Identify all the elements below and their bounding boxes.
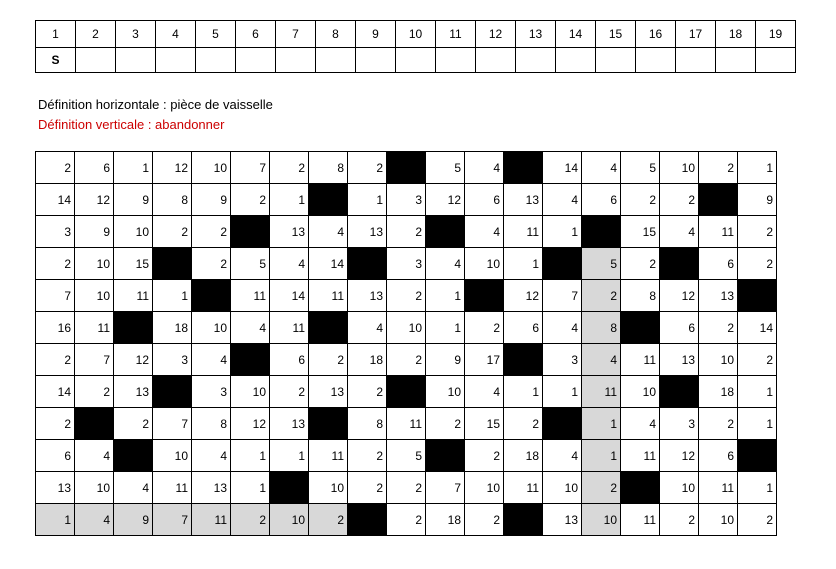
grid-cell[interactable]: 15 bbox=[465, 408, 504, 440]
grid-cell[interactable]: 4 bbox=[543, 312, 582, 344]
grid-cell[interactable]: 4 bbox=[543, 440, 582, 472]
grid-cell[interactable]: 1 bbox=[270, 440, 309, 472]
grid-cell[interactable]: 12 bbox=[114, 344, 153, 376]
grid-row bbox=[36, 408, 777, 440]
grid-cell[interactable]: 10 bbox=[75, 248, 114, 280]
grid-cell[interactable]: 3 bbox=[153, 344, 192, 376]
grid-cell[interactable]: 7 bbox=[75, 344, 114, 376]
grid-cell[interactable]: 10 bbox=[309, 472, 348, 504]
grid-cell[interactable]: 10 bbox=[426, 376, 465, 408]
grid-cell[interactable]: 14 bbox=[36, 376, 75, 408]
grid-cell[interactable]: 2 bbox=[114, 408, 153, 440]
grid-cell[interactable]: 1 bbox=[543, 376, 582, 408]
key-letter-cell[interactable] bbox=[436, 48, 476, 73]
grid-cell[interactable]: 2 bbox=[348, 376, 387, 408]
grid-cell[interactable]: 13 bbox=[504, 184, 543, 216]
black-cell bbox=[270, 472, 309, 504]
key-number-cell: 12 bbox=[476, 21, 516, 48]
grid-cell[interactable]: 13 bbox=[348, 216, 387, 248]
black-cell bbox=[738, 280, 777, 312]
highlighted-grid-cell[interactable]: 5 bbox=[582, 248, 621, 280]
grid-cell[interactable]: 4 bbox=[543, 184, 582, 216]
black-cell bbox=[504, 152, 543, 184]
grid-cell[interactable]: 18 bbox=[426, 504, 465, 536]
definitions bbox=[38, 95, 273, 135]
grid-cell[interactable]: 11 bbox=[309, 440, 348, 472]
black-cell bbox=[75, 408, 114, 440]
key-letter-cell[interactable] bbox=[756, 48, 796, 73]
key-letter-cell[interactable] bbox=[596, 48, 636, 73]
black-cell bbox=[348, 504, 387, 536]
grid-cell[interactable]: 1 bbox=[270, 184, 309, 216]
grid-cell[interactable]: 12 bbox=[153, 152, 192, 184]
key-letters-row bbox=[36, 48, 796, 73]
grid-cell[interactable]: 11 bbox=[504, 216, 543, 248]
grid-cell[interactable]: 11 bbox=[75, 312, 114, 344]
grid-cell[interactable]: 2 bbox=[192, 216, 231, 248]
black-cell bbox=[153, 376, 192, 408]
grid-cell[interactable]: 2 bbox=[738, 248, 777, 280]
grid-cell[interactable]: 13 bbox=[699, 280, 738, 312]
grid-cell[interactable]: 18 bbox=[153, 312, 192, 344]
grid-cell[interactable]: 4 bbox=[309, 216, 348, 248]
grid-cell[interactable]: 4 bbox=[192, 344, 231, 376]
key-letter-cell[interactable] bbox=[716, 48, 756, 73]
grid-row bbox=[36, 440, 777, 472]
grid-cell[interactable]: 4 bbox=[426, 248, 465, 280]
grid-cell[interactable]: 4 bbox=[621, 408, 660, 440]
grid-row bbox=[36, 280, 777, 312]
grid-cell[interactable]: 2 bbox=[387, 472, 426, 504]
grid-cell[interactable]: 11 bbox=[621, 504, 660, 536]
grid-row bbox=[36, 184, 777, 216]
grid-cell[interactable]: 7 bbox=[231, 152, 270, 184]
grid-cell[interactable]: 13 bbox=[270, 408, 309, 440]
highlighted-grid-cell[interactable]: 11 bbox=[582, 376, 621, 408]
grid-cell[interactable]: 11 bbox=[504, 472, 543, 504]
grid-cell[interactable]: 11 bbox=[114, 280, 153, 312]
grid-cell[interactable]: 1 bbox=[543, 216, 582, 248]
grid-cell[interactable]: 8 bbox=[309, 152, 348, 184]
grid-cell[interactable]: 10 bbox=[192, 152, 231, 184]
key-number-cell: 3 bbox=[116, 21, 156, 48]
grid-cell[interactable]: 13 bbox=[309, 376, 348, 408]
grid-cell[interactable]: 4 bbox=[465, 152, 504, 184]
grid-cell[interactable]: 4 bbox=[270, 248, 309, 280]
grid-cell[interactable]: 4 bbox=[231, 312, 270, 344]
grid-cell[interactable]: 9 bbox=[738, 184, 777, 216]
grid-cell[interactable]: 2 bbox=[36, 152, 75, 184]
key-number-cell: 15 bbox=[596, 21, 636, 48]
grid-cell[interactable]: 6 bbox=[582, 184, 621, 216]
grid-cell[interactable]: 14 bbox=[270, 280, 309, 312]
grid-cell[interactable]: 3 bbox=[192, 376, 231, 408]
grid-cell[interactable]: 2 bbox=[738, 504, 777, 536]
black-cell bbox=[660, 376, 699, 408]
grid-cell[interactable]: 2 bbox=[387, 504, 426, 536]
grid-cell[interactable]: 4 bbox=[75, 440, 114, 472]
key-letter-cell[interactable] bbox=[476, 48, 516, 73]
grid-cell[interactable]: 10 bbox=[621, 376, 660, 408]
grid-cell[interactable]: 8 bbox=[192, 408, 231, 440]
grid-cell[interactable]: 10 bbox=[660, 472, 699, 504]
highlighted-grid-cell[interactable]: 2 bbox=[582, 280, 621, 312]
key-letter-cell[interactable]: S bbox=[36, 48, 76, 73]
key-letter-cell[interactable] bbox=[356, 48, 396, 73]
grid-cell[interactable]: 10 bbox=[465, 248, 504, 280]
key-number-cell: 7 bbox=[276, 21, 316, 48]
grid-cell[interactable]: 1 bbox=[504, 248, 543, 280]
grid-row bbox=[36, 152, 777, 184]
grid-cell[interactable]: 1 bbox=[738, 376, 777, 408]
grid-cell[interactable]: 15 bbox=[114, 248, 153, 280]
grid-cell[interactable]: 2 bbox=[465, 440, 504, 472]
black-cell bbox=[192, 280, 231, 312]
highlighted-grid-cell[interactable]: 10 bbox=[270, 504, 309, 536]
grid-cell[interactable]: 11 bbox=[699, 216, 738, 248]
grid-cell[interactable]: 11 bbox=[387, 408, 426, 440]
grid-cell[interactable]: 1 bbox=[231, 472, 270, 504]
key-letter-cell[interactable] bbox=[196, 48, 236, 73]
grid-cell[interactable]: 7 bbox=[153, 408, 192, 440]
key-number-cell: 14 bbox=[556, 21, 596, 48]
grid-row bbox=[36, 472, 777, 504]
grid-cell[interactable]: 12 bbox=[75, 184, 114, 216]
grid-cell[interactable]: 3 bbox=[36, 216, 75, 248]
grid-cell[interactable]: 11 bbox=[231, 280, 270, 312]
highlighted-grid-cell[interactable]: 1 bbox=[582, 440, 621, 472]
key-letter-cell[interactable] bbox=[276, 48, 316, 73]
grid-cell[interactable]: 11 bbox=[621, 440, 660, 472]
grid-cell[interactable]: 2 bbox=[36, 408, 75, 440]
grid-cell[interactable]: 18 bbox=[348, 344, 387, 376]
grid-cell[interactable]: 6 bbox=[36, 440, 75, 472]
grid-cell[interactable]: 9 bbox=[75, 216, 114, 248]
grid-cell[interactable]: 13 bbox=[192, 472, 231, 504]
grid-cell[interactable]: 10 bbox=[699, 344, 738, 376]
grid-cell[interactable]: 12 bbox=[660, 440, 699, 472]
grid-cell[interactable]: 2 bbox=[738, 216, 777, 248]
grid-cell[interactable]: 1 bbox=[504, 376, 543, 408]
key-numbers-row bbox=[36, 21, 796, 48]
grid-cell[interactable]: 4 bbox=[582, 152, 621, 184]
black-cell bbox=[348, 248, 387, 280]
black-cell bbox=[231, 344, 270, 376]
grid-cell[interactable]: 2 bbox=[699, 408, 738, 440]
black-cell bbox=[387, 152, 426, 184]
grid-cell[interactable]: 2 bbox=[270, 152, 309, 184]
black-cell bbox=[504, 504, 543, 536]
grid-cell[interactable]: 2 bbox=[699, 152, 738, 184]
grid-cell[interactable]: 14 bbox=[36, 184, 75, 216]
grid-cell[interactable]: 6 bbox=[699, 440, 738, 472]
grid-cell[interactable]: 16 bbox=[36, 312, 75, 344]
black-cell bbox=[114, 312, 153, 344]
black-cell bbox=[153, 248, 192, 280]
grid-cell[interactable]: 2 bbox=[738, 344, 777, 376]
grid-cell[interactable]: 2 bbox=[465, 504, 504, 536]
highlighted-grid-cell[interactable]: 8 bbox=[582, 312, 621, 344]
grid-cell[interactable]: 2 bbox=[387, 344, 426, 376]
key-number-cell: 4 bbox=[156, 21, 196, 48]
grid-cell[interactable]: 10 bbox=[660, 152, 699, 184]
grid-cell[interactable]: 3 bbox=[387, 184, 426, 216]
grid-cell[interactable]: 8 bbox=[621, 280, 660, 312]
grid-cell[interactable]: 13 bbox=[543, 504, 582, 536]
grid-cell[interactable]: 2 bbox=[387, 280, 426, 312]
key-number-cell: 16 bbox=[636, 21, 676, 48]
grid-cell[interactable]: 3 bbox=[660, 408, 699, 440]
grid-cell[interactable]: 2 bbox=[153, 216, 192, 248]
grid-cell[interactable]: 4 bbox=[348, 312, 387, 344]
black-cell bbox=[504, 344, 543, 376]
grid-cell[interactable]: 1 bbox=[738, 152, 777, 184]
key-number-cell: 18 bbox=[716, 21, 756, 48]
key-letter-cell[interactable] bbox=[156, 48, 196, 73]
grid-cell[interactable]: 10 bbox=[75, 472, 114, 504]
black-cell bbox=[387, 376, 426, 408]
grid-cell[interactable]: 3 bbox=[387, 248, 426, 280]
grid-cell[interactable]: 13 bbox=[270, 216, 309, 248]
grid-cell[interactable]: 2 bbox=[36, 344, 75, 376]
grid-cell[interactable]: 8 bbox=[153, 184, 192, 216]
grid-cell[interactable]: 12 bbox=[231, 408, 270, 440]
grid-cell[interactable]: 2 bbox=[699, 312, 738, 344]
black-cell bbox=[621, 472, 660, 504]
grid-cell[interactable]: 2 bbox=[660, 184, 699, 216]
crossword-grid bbox=[35, 151, 777, 536]
grid-cell[interactable]: 11 bbox=[153, 472, 192, 504]
highlighted-grid-cell[interactable]: 4 bbox=[75, 504, 114, 536]
grid-row bbox=[36, 376, 777, 408]
grid-cell[interactable]: 2 bbox=[192, 248, 231, 280]
key-number-cell: 11 bbox=[436, 21, 476, 48]
key-letter-cell[interactable] bbox=[236, 48, 276, 73]
grid-row bbox=[36, 248, 777, 280]
grid-cell[interactable]: 6 bbox=[75, 152, 114, 184]
grid-cell[interactable]: 1 bbox=[738, 472, 777, 504]
grid-cell[interactable]: 4 bbox=[114, 472, 153, 504]
key-number-cell: 8 bbox=[316, 21, 356, 48]
grid-cell[interactable]: 13 bbox=[36, 472, 75, 504]
grid-cell[interactable]: 11 bbox=[621, 344, 660, 376]
grid-cell[interactable]: 4 bbox=[192, 440, 231, 472]
grid-cell[interactable]: 7 bbox=[426, 472, 465, 504]
grid-cell[interactable]: 2 bbox=[621, 184, 660, 216]
grid-cell[interactable]: 8 bbox=[348, 408, 387, 440]
grid-cell[interactable]: 10 bbox=[114, 216, 153, 248]
highlighted-grid-cell[interactable]: 2 bbox=[231, 504, 270, 536]
grid-cell[interactable]: 6 bbox=[699, 248, 738, 280]
key-number-cell: 1 bbox=[36, 21, 76, 48]
grid-cell[interactable]: 7 bbox=[543, 280, 582, 312]
highlighted-grid-cell[interactable]: 11 bbox=[192, 504, 231, 536]
grid-cell[interactable]: 2 bbox=[348, 440, 387, 472]
grid-cell[interactable]: 4 bbox=[465, 376, 504, 408]
grid-cell[interactable]: 6 bbox=[270, 344, 309, 376]
highlighted-grid-cell[interactable]: 1 bbox=[582, 408, 621, 440]
grid-cell[interactable]: 2 bbox=[348, 152, 387, 184]
key-letter-cell[interactable] bbox=[316, 48, 356, 73]
grid-cell[interactable]: 2 bbox=[348, 472, 387, 504]
grid-row bbox=[36, 344, 777, 376]
grid-cell[interactable]: 2 bbox=[426, 408, 465, 440]
black-cell bbox=[309, 184, 348, 216]
black-cell bbox=[738, 440, 777, 472]
grid-cell[interactable]: 1 bbox=[426, 280, 465, 312]
grid-cell[interactable]: 10 bbox=[153, 440, 192, 472]
black-cell bbox=[465, 280, 504, 312]
grid-cell[interactable]: 5 bbox=[621, 152, 660, 184]
grid-cell[interactable]: 2 bbox=[387, 216, 426, 248]
grid-cell[interactable]: 13 bbox=[348, 280, 387, 312]
grid-cell[interactable]: 18 bbox=[504, 440, 543, 472]
key-number-cell: 17 bbox=[676, 21, 716, 48]
grid-cell[interactable]: 18 bbox=[699, 376, 738, 408]
grid-row bbox=[36, 312, 777, 344]
grid-cell[interactable]: 9 bbox=[114, 184, 153, 216]
grid-cell[interactable]: 9 bbox=[426, 344, 465, 376]
black-cell bbox=[114, 440, 153, 472]
horizontal-definition: Définition horizontale : pièce de vaisselle bbox=[38, 97, 273, 112]
grid-cell[interactable]: 1 bbox=[114, 152, 153, 184]
key-number-cell: 13 bbox=[516, 21, 556, 48]
vertical-definition: Définition verticale : abandonner bbox=[38, 117, 225, 132]
highlighted-grid-cell[interactable]: 9 bbox=[114, 504, 153, 536]
grid-cell[interactable]: 14 bbox=[543, 152, 582, 184]
grid-cell[interactable]: 5 bbox=[426, 152, 465, 184]
letter-key-table bbox=[35, 20, 796, 73]
grid-cell[interactable]: 6 bbox=[660, 312, 699, 344]
black-cell bbox=[543, 248, 582, 280]
highlighted-grid-cell[interactable]: 2 bbox=[309, 504, 348, 536]
grid-cell[interactable]: 2 bbox=[660, 504, 699, 536]
grid-cell[interactable]: 11 bbox=[699, 472, 738, 504]
grid-cell[interactable]: 10 bbox=[543, 472, 582, 504]
highlighted-grid-cell[interactable]: 7 bbox=[153, 504, 192, 536]
grid-cell[interactable]: 12 bbox=[504, 280, 543, 312]
grid-cell[interactable]: 2 bbox=[309, 344, 348, 376]
grid-cell[interactable]: 10 bbox=[192, 312, 231, 344]
highlighted-grid-cell[interactable]: 4 bbox=[582, 344, 621, 376]
grid-cell[interactable]: 1 bbox=[153, 280, 192, 312]
grid-cell[interactable]: 6 bbox=[465, 184, 504, 216]
grid-cell[interactable]: 12 bbox=[426, 184, 465, 216]
grid-cell[interactable]: 2 bbox=[36, 248, 75, 280]
grid-cell[interactable]: 10 bbox=[75, 280, 114, 312]
black-cell bbox=[426, 216, 465, 248]
grid-cell[interactable]: 5 bbox=[231, 248, 270, 280]
key-number-cell: 9 bbox=[356, 21, 396, 48]
grid-cell[interactable]: 13 bbox=[114, 376, 153, 408]
grid-cell[interactable]: 1 bbox=[426, 312, 465, 344]
black-cell bbox=[309, 408, 348, 440]
grid-cell[interactable]: 6 bbox=[504, 312, 543, 344]
key-letter-cell[interactable] bbox=[556, 48, 596, 73]
grid-cell[interactable]: 15 bbox=[621, 216, 660, 248]
grid-cell[interactable]: 13 bbox=[660, 344, 699, 376]
grid-cell[interactable]: 2 bbox=[270, 376, 309, 408]
grid-cell[interactable]: 10 bbox=[465, 472, 504, 504]
grid-cell[interactable]: 2 bbox=[621, 248, 660, 280]
key-number-cell: 19 bbox=[756, 21, 796, 48]
grid-row bbox=[36, 504, 777, 536]
black-cell bbox=[426, 440, 465, 472]
black-cell bbox=[309, 312, 348, 344]
highlighted-grid-cell[interactable]: 1 bbox=[36, 504, 75, 536]
grid-cell[interactable]: 1 bbox=[348, 184, 387, 216]
grid-cell[interactable]: 10 bbox=[387, 312, 426, 344]
grid-cell[interactable]: 5 bbox=[387, 440, 426, 472]
key-letter-cell[interactable] bbox=[676, 48, 716, 73]
key-letter-cell[interactable] bbox=[116, 48, 156, 73]
grid-cell[interactable]: 2 bbox=[75, 376, 114, 408]
highlighted-grid-cell[interactable]: 2 bbox=[582, 472, 621, 504]
grid-row bbox=[36, 216, 777, 248]
key-letter-cell[interactable] bbox=[516, 48, 556, 73]
key-number-cell: 6 bbox=[236, 21, 276, 48]
grid-cell[interactable]: 2 bbox=[231, 184, 270, 216]
black-cell bbox=[699, 184, 738, 216]
black-cell bbox=[231, 216, 270, 248]
black-cell bbox=[621, 312, 660, 344]
grid-cell[interactable]: 1 bbox=[231, 440, 270, 472]
black-cell bbox=[582, 216, 621, 248]
key-number-cell: 5 bbox=[196, 21, 236, 48]
grid-cell[interactable]: 12 bbox=[660, 280, 699, 312]
grid-cell[interactable]: 4 bbox=[660, 216, 699, 248]
grid-cell[interactable]: 10 bbox=[699, 504, 738, 536]
key-number-cell: 2 bbox=[76, 21, 116, 48]
grid-cell[interactable]: 14 bbox=[738, 312, 777, 344]
highlighted-grid-cell[interactable]: 10 bbox=[582, 504, 621, 536]
grid-cell[interactable]: 7 bbox=[36, 280, 75, 312]
key-letter-cell[interactable] bbox=[76, 48, 116, 73]
grid-cell[interactable]: 3 bbox=[543, 344, 582, 376]
key-letter-cell[interactable] bbox=[396, 48, 436, 73]
grid-cell[interactable]: 14 bbox=[309, 248, 348, 280]
grid-cell[interactable]: 2 bbox=[504, 408, 543, 440]
grid-cell[interactable]: 11 bbox=[309, 280, 348, 312]
grid-cell[interactable]: 9 bbox=[192, 184, 231, 216]
black-cell bbox=[660, 248, 699, 280]
key-letter-cell[interactable] bbox=[636, 48, 676, 73]
grid-cell[interactable]: 10 bbox=[231, 376, 270, 408]
black-cell bbox=[543, 408, 582, 440]
grid-cell[interactable]: 2 bbox=[465, 312, 504, 344]
grid-cell[interactable]: 11 bbox=[270, 312, 309, 344]
grid-cell[interactable]: 1 bbox=[738, 408, 777, 440]
key-number-cell: 10 bbox=[396, 21, 436, 48]
grid-cell[interactable]: 4 bbox=[465, 216, 504, 248]
grid-cell[interactable]: 17 bbox=[465, 344, 504, 376]
